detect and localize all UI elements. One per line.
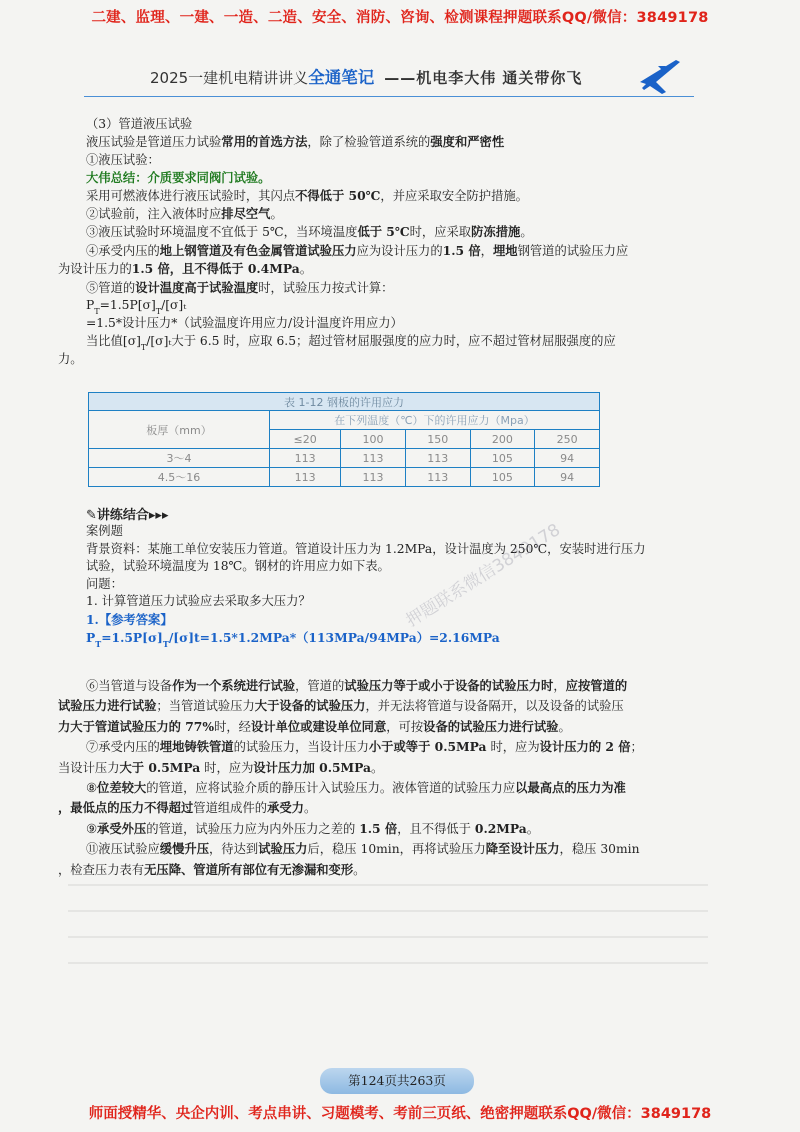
header-divider (84, 96, 694, 97)
table-caption: 表 1-12 钢板的许用应力 (89, 393, 600, 411)
table-temp-header: 100 (341, 430, 406, 449)
paragraph: 当比值$[\sigma]_T/[\sigma]_t$大于 6.5 时，应取 6.5；超过管材屈服强度的应力时，应不超过管材屈服强度的应 (86, 333, 616, 352)
paragraph: ⑨承受外压的管道，试验压力应为内外压力之差的 1.5 倍，且不得低于 0.2MPa。 (86, 820, 540, 836)
paragraph: ①液压试验： (86, 152, 160, 167)
paragraph: 为设计压力的1.5 倍，且不得低于 0.4MPa。 (58, 261, 313, 277)
paragraph: 试验压力进行试验；当管道试验压力大于设备的试验压力，并无法将管道与设备隔开，以及设备的试验压 (58, 698, 624, 714)
paragraph: 采用可燃液体进行液压试验时，其闪点不得低于 50℃，并应采取安全防护措施。 (86, 187, 528, 203)
table-row (89, 449, 600, 468)
answer: $P_T=1.5P[\sigma]_T/[\sigma]t=1.5*1.2MPa*(113MPa/94MPa)=2.16MPa$ (86, 629, 500, 649)
section-title: （3）管道液压试验 (86, 117, 193, 131)
paragraph: 力。 (58, 352, 83, 367)
table-group-header: 在下列温度（℃）下的许用应力（Mpa） (270, 411, 600, 430)
page-number: 第124页共263页 (320, 1068, 474, 1094)
paragraph: 背景资料：某施工单位安装压力管道。管道设计压力为 1.2MPa，设计温度为 250℃，安装时进行压力 (86, 541, 646, 556)
watermark: 押题联系微信3849178 (402, 520, 564, 632)
question-label: 问题： (86, 576, 123, 591)
formula: =1.5*设计压力*（试验温度许用应力/设计温度许用应力） (86, 316, 403, 331)
main-content (58, 116, 718, 369)
faint-bleedthrough-line (68, 962, 708, 964)
formula: $P_T=1.5P[\sigma]_T/[\sigma]_t$ (86, 298, 187, 317)
paragraph: ⑤管道的设计温度高于试验温度时，试验压力按式计算： (86, 279, 394, 295)
question: 1. 计算管道压力试验应去采取多大压力？ (86, 594, 311, 609)
page-header (150, 64, 582, 88)
top-banner: 二建、监理、一建、一造、二造、安全、消防、咨询、检测课程押题联系QQ/微信：3849178 (91, 10, 709, 26)
paragraph: 当设计压力大于 0.5MPa 时，应为设计压力加 0.5MPa。 (58, 759, 384, 775)
table-row (89, 468, 600, 487)
paragraph: ⑦承受内压的埋地铸铁管道的试验压力，当设计压力小于或等于 0.5MPa 时，应为设计压力的 2 倍； (86, 739, 643, 755)
paragraph: ，最低点的压力不得超过管道组成件的承受力。 (58, 800, 317, 816)
table-cell: 105 (470, 449, 535, 468)
faint-bleedthrough-line (68, 910, 708, 912)
paragraph: ，检查压力表有无压降、管道所有部位有无渗漏和变形。 (58, 861, 366, 877)
practice-heading: ✎讲练结合▸▸▸ (86, 508, 169, 523)
table-cell: 113 (405, 449, 470, 468)
summary-note: 大伟总结：介质要求同阀门试验。 (86, 170, 271, 186)
paragraph: ⑪液压试验应缓慢升压，待达到试验压力后，稳压 10min，再将试验压力降至设计压力，稳压 30min (86, 841, 640, 857)
table-cell: 113 (270, 468, 341, 487)
header-slogan: ——机电李大伟 通关带你飞 (384, 69, 583, 87)
table-temp-header: 250 (535, 430, 600, 449)
table-temp-header: 150 (405, 430, 470, 449)
header-prefix: 2025一建机电精讲讲义 (150, 69, 309, 87)
faint-bleedthrough-line (68, 884, 708, 886)
paragraph: ③液压试验时环境温度不宜低于 5℃，当环境温度低于 5℃时，应采取防冻措施。 (86, 224, 533, 240)
allowable-stress-table (88, 392, 600, 487)
paragraph: 试验，试验环境温度为 18℃。钢材的许用应力如下表。 (86, 559, 390, 574)
table-cell: 94 (535, 468, 600, 487)
table-cell: 113 (341, 468, 406, 487)
table-cell: 113 (405, 468, 470, 487)
table-cell: 113 (341, 449, 406, 468)
answer-label: 1.【参考答案】 (86, 611, 173, 627)
header-highlight: 全通笔记 (308, 68, 375, 87)
paragraph: ⑧位差较大的管道，应将试验介质的静压计入试验压力。液体管道的试验压力应以最高点的压力为准 (86, 780, 626, 796)
table-row-header: 板厚（mm） (89, 411, 270, 449)
case-example (58, 523, 728, 648)
table-cell: 105 (470, 468, 535, 487)
table-cell: 113 (270, 449, 341, 468)
table-cell: 3～4 (89, 449, 270, 468)
bottom-banner: 师面授精华、央企内训、考点串讲、习题模考、考前三页纸、绝密押题联系QQ/微信：3849178 (88, 1106, 712, 1122)
case-label: 案例题 (86, 524, 123, 538)
table-temp-header: ≤20 (270, 430, 341, 449)
paragraph: ②试验前，注入液体时应排尽空气。 (86, 206, 283, 222)
airplane-icon (636, 52, 684, 96)
table-cell: 94 (535, 449, 600, 468)
paragraph: ④承受内压的地上钢管道及有色金属管道试验压力应为设计压力的1.5 倍，埋地钢管道的试验压力应 (86, 242, 629, 258)
table-cell: 4.5～16 (89, 468, 270, 487)
paragraph: ⑥当管道与设备作为一个系统进行试验，管道的试验压力等于或小于设备的试验压力时，应按管道的 (86, 678, 628, 693)
paragraph: 力大于管道试验压力的 77%时，经设计单位或建设单位同意，可按设备的试验压力进行试验。 (58, 718, 571, 734)
faint-bleedthrough-line (68, 936, 708, 938)
paragraph: 液压试验是管道压力试验常用的首选方法，除了检验管道系统的强度和严密性 (86, 134, 505, 150)
table-temp-header: 200 (470, 430, 535, 449)
main-content-continued (58, 676, 728, 880)
